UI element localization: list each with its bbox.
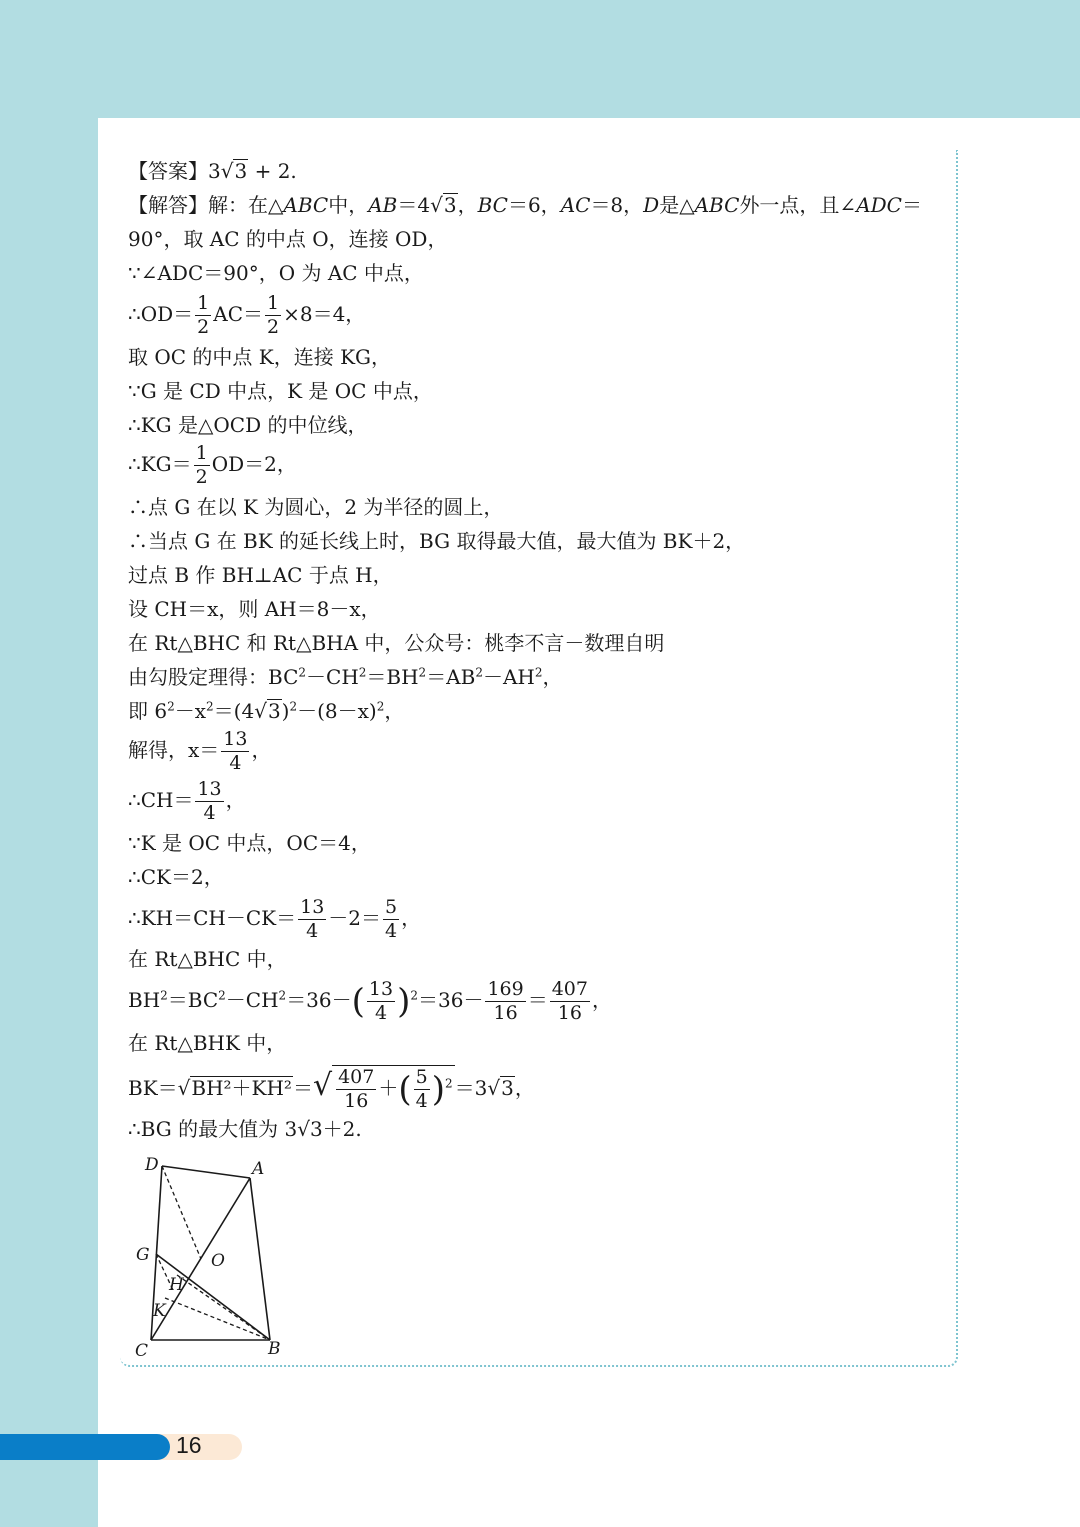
solution-line-13: 在 Rt△BHC 和 Rt△BHA 中，公众号：桃李不言－数理自明	[128, 631, 665, 655]
segment-do-dashed	[162, 1166, 201, 1259]
fraction-half: $\frac{1}{2}$	[195, 442, 208, 488]
solution-line-24: ∴BG 的最大值为 3√3＋2.	[128, 1117, 362, 1141]
solution-line-5: 取 OC 的中点 K，连接 KG，	[128, 345, 391, 369]
segment-kb-dashed	[165, 1298, 270, 1340]
header-band	[0, 0, 1080, 118]
fraction-13-4: $\frac{13}{4}$	[368, 978, 394, 1024]
left-band	[0, 0, 98, 1527]
fraction-5-4: $\frac{5}{4}$	[385, 896, 398, 942]
page-number-bar	[0, 1434, 170, 1460]
label-c: C	[135, 1341, 149, 1361]
solution-line-12: 设 CH＝x，则 AH＝8－x，	[128, 597, 381, 621]
solution-line-6: ∵G 是 CD 中点，K 是 OC 中点，	[128, 379, 433, 403]
label-g: G	[136, 1245, 150, 1265]
solution-line-7: ∴KG 是△OCD 的中位线，	[128, 413, 368, 437]
label-k: K	[153, 1301, 166, 1321]
solution-line-22: 在 Rt△BHK 中，	[128, 1031, 287, 1055]
answer-label: 【答案】	[128, 159, 208, 183]
solution-line-2: 90°，取 AC 的中点 O，连接 OD，	[128, 227, 448, 251]
fraction-13-4: $\frac{13}{4}$	[300, 896, 325, 942]
geometry-figure	[125, 1150, 305, 1365]
segment-ab	[250, 1178, 270, 1340]
solution-line-1: 【解答】解：在△ABC中，AB＝4√3，BC＝6，AC＝8，D是△ABC外一点，且∠ADC＝	[128, 193, 922, 217]
solution-line-3: ∵∠ADC＝90°，O 为 AC 中点，	[128, 261, 424, 285]
solution-line-9: ∴点 G 在以 K 为圆心，2 为半径的圆上，	[128, 495, 504, 519]
fraction-half: $\frac{1}{2}$	[197, 292, 210, 338]
fraction-13-4: $\frac{13}{4}$	[223, 728, 248, 774]
fraction-half: $\frac{1}{2}$	[267, 292, 280, 338]
solution-line-18: ∴CK＝2，	[128, 865, 224, 889]
label-h: H	[169, 1275, 184, 1295]
solution-line-ji: 即 $6^2-x^2=(4√3)^2-(8-x)^2$，	[128, 699, 405, 723]
label-a: A	[252, 1159, 265, 1179]
solution-label: 【解答】	[128, 193, 208, 217]
fraction-407-16: $\frac{407}{16}$	[338, 1066, 375, 1112]
page-number: 16	[176, 1432, 202, 1458]
solution-line-17: ∵K 是 OC 中点，OC＝4，	[128, 831, 371, 855]
fraction-407-16: $\frac{407}{16}$	[551, 978, 588, 1024]
solution-line-kh: ∴KH＝CH－CK＝ $\frac{13}{4}$ －2＝ $\frac{5}{4}$ ，	[128, 896, 422, 942]
segment-da	[162, 1166, 250, 1178]
solution-line-20: 在 Rt△BHC 中，	[128, 947, 287, 971]
solution-line-od: ∴OD＝ $\frac{1}{2}$ AC＝ $\frac{1}{2}$ ×8＝4，	[128, 292, 366, 338]
solution-line-bh: $BH^2=BC^2-CH^2=36-$( $\frac{13}{4}$ )$^2$＝36－ $\frac{169}{16}$ ＝ $\frac{407}{16}$ ，	[128, 978, 612, 1024]
label-b: B	[268, 1339, 281, 1359]
solution-line-kg: ∴KG＝ $\frac{1}{2}$ OD＝2，	[128, 442, 297, 488]
solution-line-11: 过点 B 作 BH⊥AC 于点 H，	[128, 563, 393, 587]
fraction-5-4: $\frac{5}{4}$	[415, 1066, 428, 1112]
solution-line-x: 解得，x＝ $\frac{13}{4}$ ，	[128, 728, 272, 774]
label-d: D	[145, 1155, 159, 1175]
solution-line-10: ∴当点 G 在 BK 的延长线上时，BG 取得最大值，最大值为 BK＋2，	[128, 529, 746, 553]
answer-line: 【答案】3√3 + 2.	[128, 159, 297, 183]
label-o: O	[211, 1251, 225, 1271]
solution-line-ch: ∴CH＝ $\frac{13}{4}$ ，	[128, 778, 246, 824]
solution-line-pythagoras: 由勾股定理得：$BC^2-CH^2=BH^2=AB^2-AH^2$，	[128, 665, 563, 689]
fraction-169-16: $\frac{169}{16}$	[487, 978, 524, 1024]
fraction-13-4: $\frac{13}{4}$	[197, 778, 222, 824]
solution-line-bk: BK＝√BH²＋KH²＝√ $\frac{407}{16}$ ＋( $\frac{5}{4}$ )$^2$ ＝3√3，	[128, 1066, 535, 1112]
